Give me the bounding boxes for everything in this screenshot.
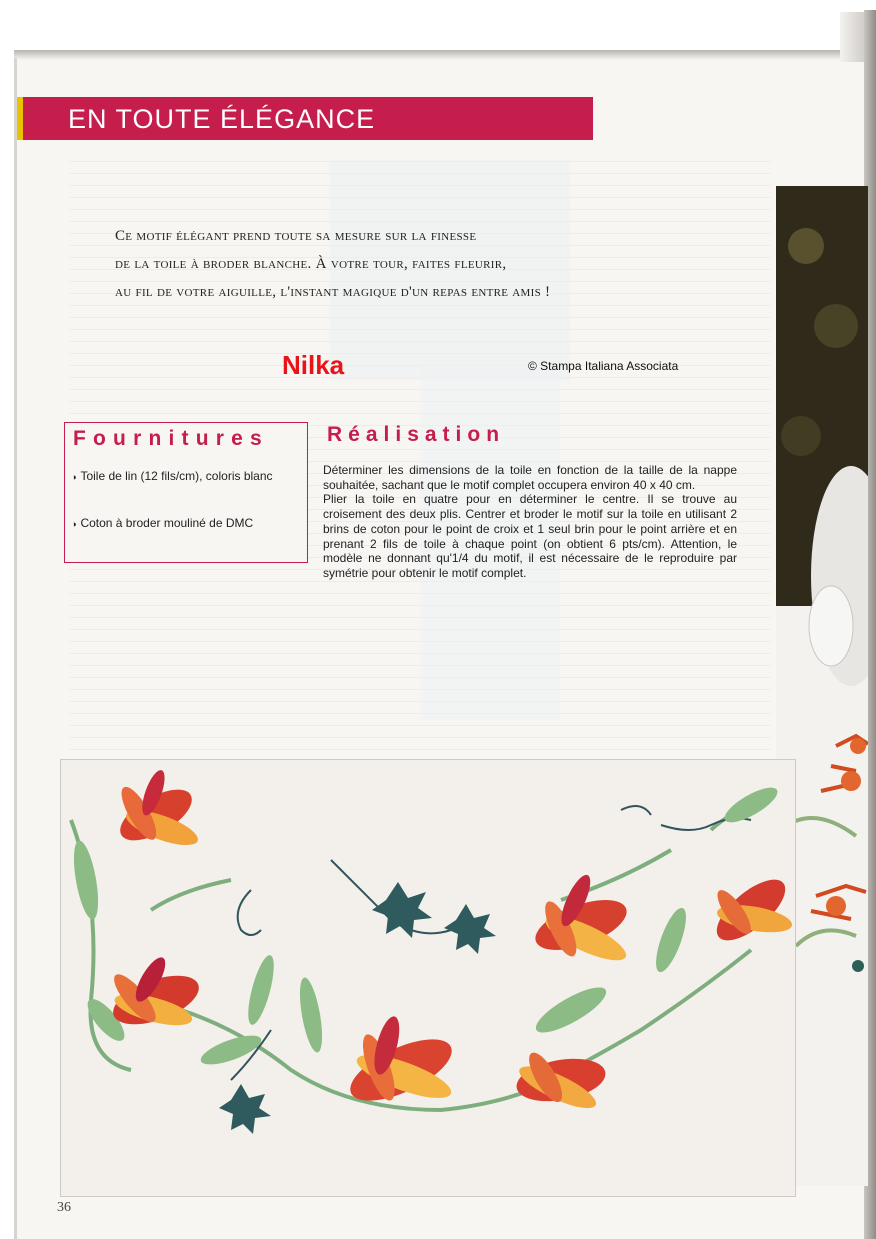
realisation-title: Réalisation (327, 423, 506, 446)
realisation-body (323, 463, 737, 581)
supply-item-text: Toile de lin (12 fils/cm), coloris blanc (80, 469, 273, 483)
page-number: 36 (57, 1200, 71, 1215)
page-corner (840, 12, 866, 62)
bullet-icon: ◗ (72, 519, 78, 529)
cross-stitch-image (61, 760, 795, 1196)
intro-line: de la toile à broder blanche. À votre tour, faites fleurir, (115, 256, 507, 272)
intro-text (115, 222, 725, 306)
page-title: EN TOUTE ÉLÉGANCE (68, 104, 376, 134)
realisation-paragraph: Déterminer les dimensions de la toile en fonction de la taille de la nappe souhaitée, sachant que le motif complet occupera environ 40 x 40 cm. (323, 463, 737, 492)
supply-item (72, 469, 298, 485)
fournitures-box (64, 422, 308, 563)
page-top-shadow (14, 50, 866, 60)
realisation-paragraph: Plier la toile en quatre pour en déterminer le centre. Il se trouve au croisement des deux plis. Centrer et broder le motif sur la toile en utilisant 2 brins de coton pour le point de croix et 1 seul brin pour le point arrière et en prenant 2 fils de toile à chaque point (on obtient 6 pts/cm). Attention, le modèle ne donnant qu'1/4 du motif, il est nécessaire de le reproduire par symétrie pour obtenir le motif complet. (323, 492, 737, 580)
intro-line: Ce motif élégant prend toute sa mesure sur la finesse (115, 228, 477, 244)
supply-item (72, 516, 298, 532)
bullet-icon: ◗ (72, 472, 78, 482)
intro-line: au fil de votre aiguille, l'instant magique d'un repas entre amis ! (115, 284, 551, 300)
fournitures-title: Fournitures (73, 427, 269, 450)
watermark-text: Nilka (282, 350, 345, 380)
page-left-edge (14, 58, 17, 1239)
main-embroidery-photo (60, 759, 796, 1197)
copyright-credit: © Stampa Italiana Associata (528, 359, 679, 373)
supply-item-text: Coton à broder mouliné de DMC (80, 516, 254, 530)
